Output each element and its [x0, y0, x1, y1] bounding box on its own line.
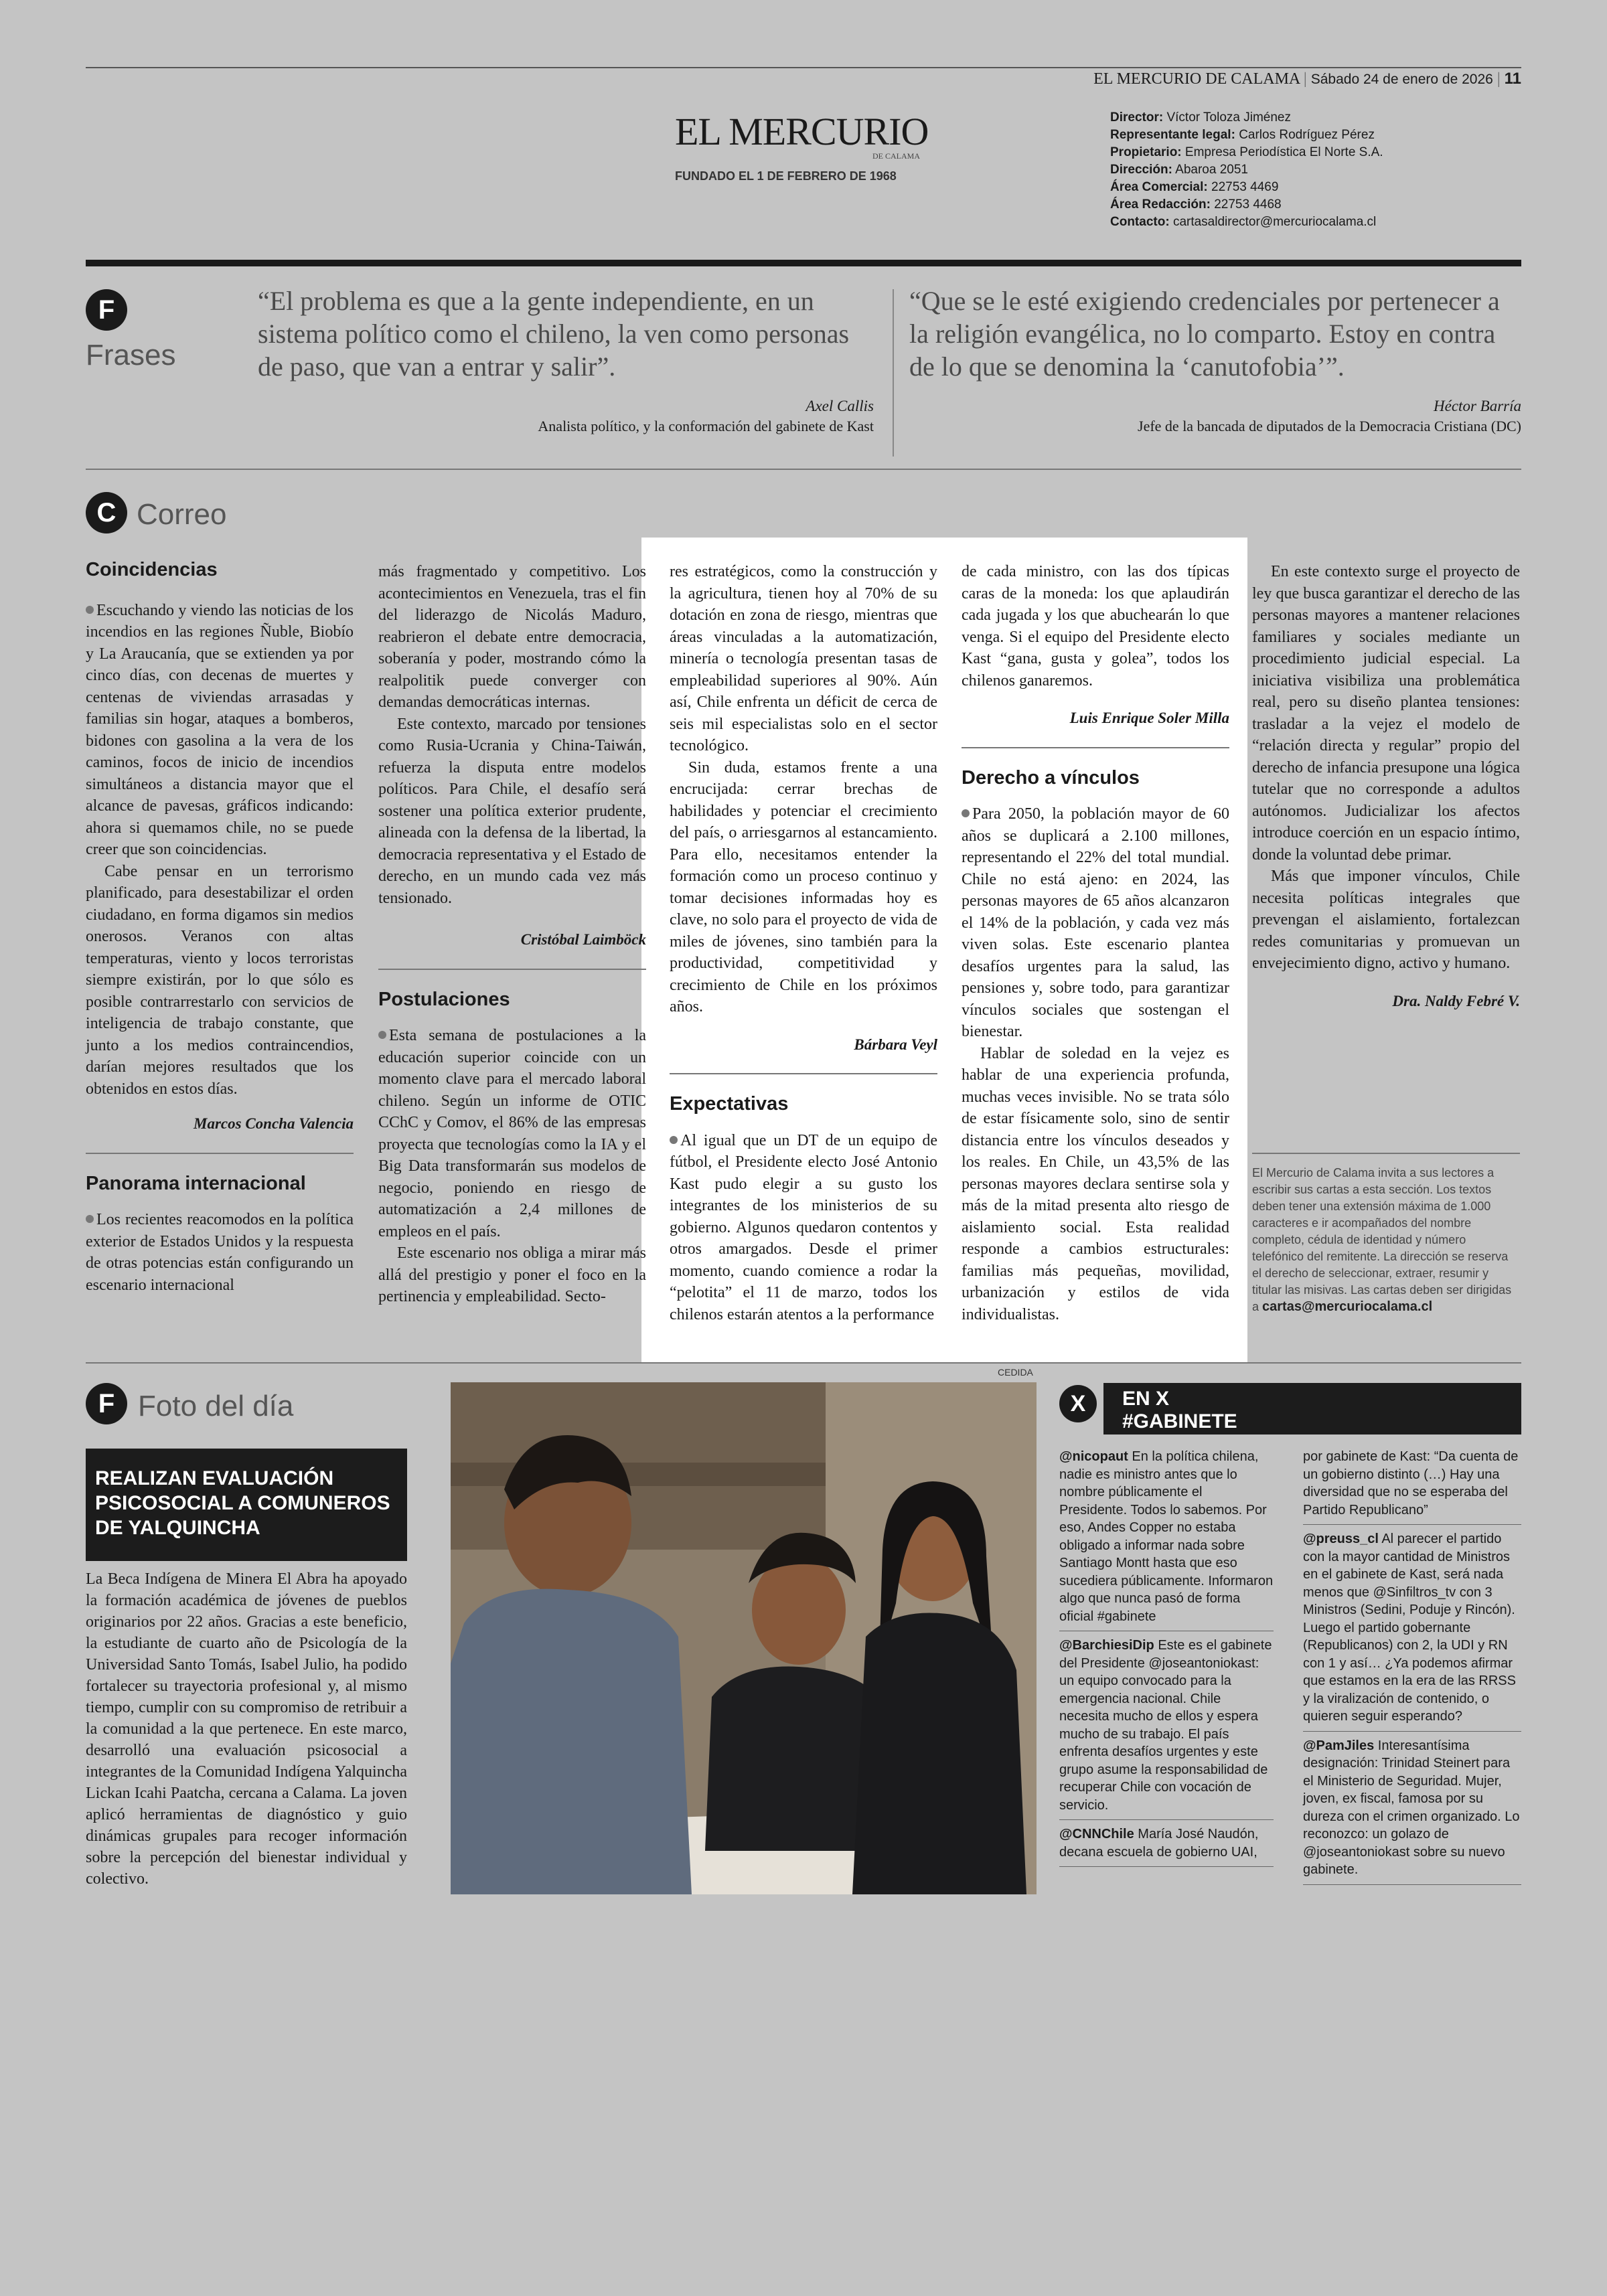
letter-paragraph: res estratégicos, como la construcción y la agricultura, tienen hoy al 70% de su dotación en zona de riesgo, mientras que áreas vinculadas a la automatización, minería o tecnología presentan tasas de empleabilidad superiores al 90%. Aún así, Chile enfrenta un déficit de cerca de seis mil especialistas solo en el sector tecnológico.	[670, 563, 937, 754]
letter-heading-expectativas: Expectativas	[670, 1093, 789, 1115]
tweet-item	[1059, 1637, 1274, 1820]
foto-top-rule	[86, 1362, 1521, 1364]
masthead-info-value: Abaroa 2051	[1175, 163, 1248, 177]
masthead-info-value[interactable]: cartasaldirector@mercuriocalama.cl	[1172, 215, 1377, 229]
letter-signature: Dra. Naldy Febré V.	[1392, 992, 1520, 1009]
letter-paragraph: En este contexto surge el proyecto de ley que busca garantizar el derecho de las personas mayores a mantener relaciones familiares y sociales mediante un procedimiento judicial especial. La iniciativa visibiliza una problemática real, pero su diseño plantea tensiones: trasladar a la vejez el modelo de “relación directa y regular” propio del derecho de infancia presupone una lógica tutelar que no corresponde a adultos autónomos. Judicializar los afectos introduce coerción en un espacio íntimo, donde la voluntad debe primar.	[1252, 563, 1520, 864]
founded-line: FUNDADO EL 1 DE FEBRERO DE 1968	[675, 169, 897, 183]
foto-headline: REALIZAN EVALUACIÓN PSICOSOCIAL A COMUNEROS DE YALQUINCHA	[86, 1449, 407, 1561]
masthead-info-value: Carlos Rodríguez Pérez	[1239, 128, 1375, 142]
letters-email[interactable]: cartas@mercuriocalama.cl	[1262, 1299, 1433, 1314]
letter-paragraph: Escuchando y viendo las noticias de los incendios en las regiones Ñuble, Biobío y La Araucanía, que se extienden ya por cinco días, con decenas de muertes y centenas de viviendas arrasadas y familias sin hogar, ataques a bomberos, bidones con gasolina a la vera de los caminos, focos de inicio de incendios simultáneos a distancia mayor que el alcance de pavesas, gráficos indicando: ahora si quemamos chile, no se puede creer que son coincidencias.	[86, 601, 354, 858]
tweet-text: Interesantísima designación: Trinidad Steinert para el Ministerio de Seguridad. Mujer, joven, ex fiscal, famosa por su dureza con el crimen organizado. Lo reconozco: un golazo de @joseantoniokast sobre su nuevo gabinete.	[1303, 1738, 1520, 1877]
quote-2-text: “Que se le esté exigiendo credenciales por pertenecer a la religión evangélica, no lo comparto. Estoy en contra de lo que se denomina la ‘canutofobia’”.	[909, 286, 1500, 382]
correo-col-2	[378, 561, 646, 1308]
quote-1-author: Axel Callis	[806, 398, 874, 414]
tweet-item	[1303, 1448, 1521, 1525]
correo-col-1	[86, 559, 354, 1296]
paper-name: EL MERCURIO DE CALAMA	[1093, 70, 1300, 88]
letter-signature: Bárbara Veyl	[854, 1036, 937, 1053]
tweet-handle[interactable]: @preuss_cl	[1303, 1532, 1379, 1546]
correo-col-3	[670, 561, 937, 1325]
correo-col-5	[1252, 561, 1520, 1315]
masthead-info-value: Víctor Toloza Jiménez	[1166, 110, 1291, 125]
x-badge: X	[1059, 1385, 1097, 1422]
tweet-handle[interactable]: @PamJiles	[1303, 1738, 1375, 1753]
quote-1-role: Analista político, y la conformación del gabinete de Kast	[538, 418, 874, 434]
letter-paragraph: Sin duda, estamos frente a una encrucijada: cerrar brechas de habilidades y potenciar el crecimiento del país, o arriesgarnos al estancamiento. Para ello, necesitamos entender la formación como un proceso continuo y tomar decisiones informadas hoy es clave, no solo para el proyecto de vida de miles de jóvenes, sino también para la productividad, competitividad y crecimiento de Chile en los próximos años.	[670, 758, 937, 1015]
correo-col-4	[962, 561, 1229, 1325]
foto-photo	[451, 1382, 1037, 1894]
tweet-text: María José Naudón, decana escuela de gobierno UAI,	[1059, 1827, 1259, 1860]
masthead-info-row	[1110, 127, 1485, 144]
masthead-info-value: Empresa Periodística El Norte S.A.	[1184, 145, 1383, 159]
tweet-text: Este es el gabinete del Presidente @joseantoniokast: un equipo convocado para la emergencia nacional. Chile necesita mucho de ellos y espera mucho de su trabajo. El país enfrenta desafíos urgentes y este grupo asume la responsabilidad de recuperar Chile con vocación de servicio.	[1059, 1638, 1272, 1813]
foto-caption: La Beca Indígena de Minera El Abra ha apoyado la formación académica de jóvenes de pueblos originarios por 22 años. Gracias a este beneficio, la estudiante de cuarto año de Psicología de la Universidad Santo Tomás, Isabel Julio, ha podido fortalecer su trayectoria profesional y, al mismo tiempo, cumplir con su compromiso de retribuir a la comunidad a la que pertenece. En este marco, desarrolló una evaluación psicosocial a integrantes de la Comunidad Indígena Yalquincha Lickan Icahi Paatcha, cercana a Calama. La joven aplicó herramientas de diagnóstico y guio dinámicas grupales para recoger información sobre la percepción del bienestar individual y colectivo.	[86, 1570, 407, 1888]
page-number: 11	[1504, 70, 1521, 88]
letter-paragraph: Los recientes reacomodos en la política exterior de Estados Unidos y la respuesta de otras potencias están configurando un escenario internacional	[86, 1211, 354, 1294]
masthead-info-label: Contacto:	[1110, 215, 1170, 229]
letter-paragraph: Este contexto, marcado por tensiones como Rusia-Ucrania y China-Taiwán, refuerza la disputa entre modelos políticos. Para Chile, el desafío será sostener una política exterior prudente, alineada con la defensa de la libertad, la democracia representativa y el Estado de derecho, en un mundo cada vez más tensionado.	[378, 715, 646, 907]
masthead-info-label: Director:	[1110, 110, 1164, 125]
top-rule	[86, 67, 1521, 68]
enx-title-2: #GABINETE	[1122, 1410, 1237, 1432]
tweet-item	[1059, 1825, 1274, 1867]
tweet-handle[interactable]: @CNNChile	[1059, 1827, 1134, 1841]
masthead-info-label: Área Redacción:	[1110, 197, 1211, 212]
tweets-col-2	[1303, 1448, 1521, 1890]
letter-paragraph: Hablar de soledad en la vejez es hablar de una experiencia profunda, muchas veces invisible. No se trata sólo de estar físicamente solo, sino de sentir distancia entre los vínculos deseados y los reales. En Chile, un 43,5% de las personas mayores declara sentirse sola y más de la mitad presenta alto riesgo de aislamiento social. Esta realidad responde a cambios estructurales: familias más pequeñas, movilidad, urbanización y estilos de vida individualistas.	[962, 1044, 1229, 1323]
masthead-info	[1110, 109, 1485, 231]
tweets-col-1	[1059, 1448, 1274, 1872]
letter-heading-postulaciones: Postulaciones	[378, 988, 510, 1010]
quote-2-author: Héctor Barría	[1434, 398, 1521, 414]
letter-paragraph: Al igual que un DT de un equipo de fútbol, el Presidente electo José Antonio Kast pudo elegir a su gusto los integrantes de los ministerios de su gobierno. Algunos quedaron contentos y otros amargados. Desde el primer momento, cuando comience a rodar la “pelotita” el 11 de marzo, todos los chilenos estarán atentos a la performance	[670, 1131, 937, 1323]
masthead-info-label: Área Comercial:	[1110, 180, 1208, 194]
letter-signature: Luis Enrique Soler Milla	[1069, 710, 1229, 726]
quote-divider	[893, 289, 894, 457]
masthead-info-row	[1110, 179, 1485, 196]
enx-title-1: EN X	[1122, 1388, 1170, 1410]
quote-1	[258, 284, 874, 435]
quote-2	[909, 284, 1521, 435]
letter-paragraph: Para 2050, la población mayor de 60 años se duplicará a 2.100 millones, representando el 22% del total mundial. Chile no está ajeno: en 2024, las personas mayores de 65 años alcanzaron el 14% de la población, y cada vez más viven solas. Este escenario plantea desafíos urgentes para la salud, las pensiones y, sobre todo, para garantizar vínculos sociales que sostengan el bienestar.	[962, 805, 1229, 1040]
correo-badge: C	[86, 492, 127, 534]
letter-signature: Cristóbal Laimböck	[520, 931, 646, 948]
tweet-handle[interactable]: @BarchiesiDip	[1059, 1638, 1154, 1653]
letter-paragraph: Más que imponer vínculos, Chile necesita políticas integrales que prevengan el aislamiento, fortalezcan redes comunitarias y promuevan un envejecimiento digno, activo y humano.	[1252, 868, 1520, 972]
masthead-info-label: Representante legal:	[1110, 128, 1235, 142]
foto-title: Foto del día	[138, 1390, 294, 1422]
tweet-text: por gabinete de Kast: “Da cuenta de un gobierno distinto (…) Hay una diversidad que no se esperaba del Partido Republicano”	[1303, 1449, 1519, 1518]
logo-sub: DE CALAMA	[872, 151, 920, 161]
masthead-info-row	[1110, 214, 1485, 231]
enx-title-box	[1103, 1383, 1521, 1434]
frases-title: Frases	[86, 339, 176, 372]
letter-paragraph: Cabe pensar en un terrorismo planificado, para desestabilizar el orden ciudadano, en forma digamos sin medios onerosos. Veranos con altas temperaturas, viento y locos terroristas siempre existirán, por lo que sólo es posible contrarrestarlo con servicios de inteligencia de trabajo constante, que junto a los medios contraincendios, darían mejores resultados que los obtenidos en estos días.	[86, 862, 354, 1098]
masthead-info-label: Propietario:	[1110, 145, 1182, 159]
tweet-handle[interactable]: @nicopaut	[1059, 1449, 1128, 1464]
photo-illustration	[451, 1382, 1037, 1894]
tweet-text: En la política chilena, nadie es ministro antes que lo nombre públicamente el Presidente. Todos lo sabemos. Por eso, Andes Copper no estaba obligado a informar nada sobre Santiago Montt hasta que eso sucediera públicamente. Informaron algo que nunca pasó de forma oficial #gabinete	[1059, 1449, 1274, 1624]
masthead-info-row	[1110, 144, 1485, 161]
letter-paragraph: de cada ministro, con las dos típicas caras de la moneda: los que aplaudirán cada jugada y los que abuchearán lo que venga. Si el equipo del Presidente electo Kast “gana, gusta y golea”, todos los chilenos ganaremos.	[962, 563, 1229, 689]
correo-top-rule	[86, 469, 1521, 470]
masthead-info-value: 22753 4469	[1211, 180, 1279, 194]
frases-top-rule	[86, 260, 1521, 266]
masthead-info-row	[1110, 109, 1485, 127]
quote-2-role: Jefe de la bancada de diputados de la Democracia Cristiana (DC)	[1138, 418, 1521, 434]
letter-paragraph: Este escenario nos obliga a mirar más allá del prestigio y poner el foco en la pertinencia y empleabilidad. Secto-	[378, 1244, 646, 1305]
foto-badge: F	[86, 1383, 127, 1424]
letters-invitation-note: El Mercurio de Calama invita a sus lectores a escribir sus cartas a esta sección. Los textos deben tener una extensión máxima de 1.000 caracteres e ir acompañados del nombre completo, cédula de identidad y número telefónico del remitente. La dirección se reserva el derecho de seleccionar, extraer, resumir y titular las misivas. Las cartas deben ser dirigidas a cartas@mercuriocalama.cl	[1252, 1166, 1512, 1314]
issue-date: Sábado 24 de enero de 2026	[1310, 72, 1493, 87]
tweet-text: Al parecer el partido con la mayor cantidad de Ministros en el gabinete de Kast, será nada menos que @Sinfiltros_tv con 3 Ministros (Sedini, Poduje y Rincón). Luego el partido gobernante (Republicanos) con 2, la UDI y RN con 1 y así… ¿Ya podemos afirmar que estamos en la era de las RRSS y la viralización de contenido, o quieren seguir esperando?	[1303, 1532, 1516, 1724]
masthead-info-label: Dirección:	[1110, 163, 1172, 177]
page-header-line: EL MERCURIO DE CALAMA | Sábado 24 de enero de 2026 | 11	[1093, 70, 1521, 88]
masthead-logo	[675, 112, 929, 183]
frases-badge: F	[86, 289, 127, 331]
letter-heading-panorama: Panorama internacional	[86, 1172, 306, 1194]
masthead-info-row	[1110, 161, 1485, 179]
letter-heading-derecho: Derecho a vínculos	[962, 766, 1140, 789]
photo-credit: CEDIDA	[998, 1367, 1033, 1378]
correo-title: Correo	[137, 498, 227, 531]
tweet-item	[1059, 1448, 1274, 1631]
tweet-item	[1303, 1737, 1521, 1885]
letter-heading-coincidencias: Coincidencias	[86, 559, 218, 580]
logo-main: EL MERCURIO	[675, 110, 929, 153]
letter-paragraph: más fragmentado y competitivo. Los acontecimientos en Venezuela, tras el fin del liderazgo de Nicolás Maduro, reabrieron el debate entre democracia, soberanía y poder, mostrando cómo la realpolitik puede converger con demandas democráticas internas.	[378, 563, 646, 711]
masthead-info-value: 22753 4468	[1214, 197, 1282, 212]
letter-signature: Marcos Concha Valencia	[194, 1115, 354, 1132]
quote-1-text: “El problema es que a la gente independiente, en un sistema político como el chileno, la ven como personas de paso, que van a entrar y salir”.	[258, 286, 850, 382]
tweet-item	[1303, 1530, 1521, 1732]
letter-paragraph: Esta semana de postulaciones a la educación superior coincide con un momento clave para el mercado laboral chileno. Según un informe de OTIC CChC y Comov, el 86% de las empresas proyecta que tecnologías como la IA y el Big Data transformarán sus modelos de negocio, poniendo en riesgo de automatización a 2,4 millones de empleos en el país.	[378, 1027, 646, 1240]
masthead-info-row	[1110, 196, 1485, 214]
